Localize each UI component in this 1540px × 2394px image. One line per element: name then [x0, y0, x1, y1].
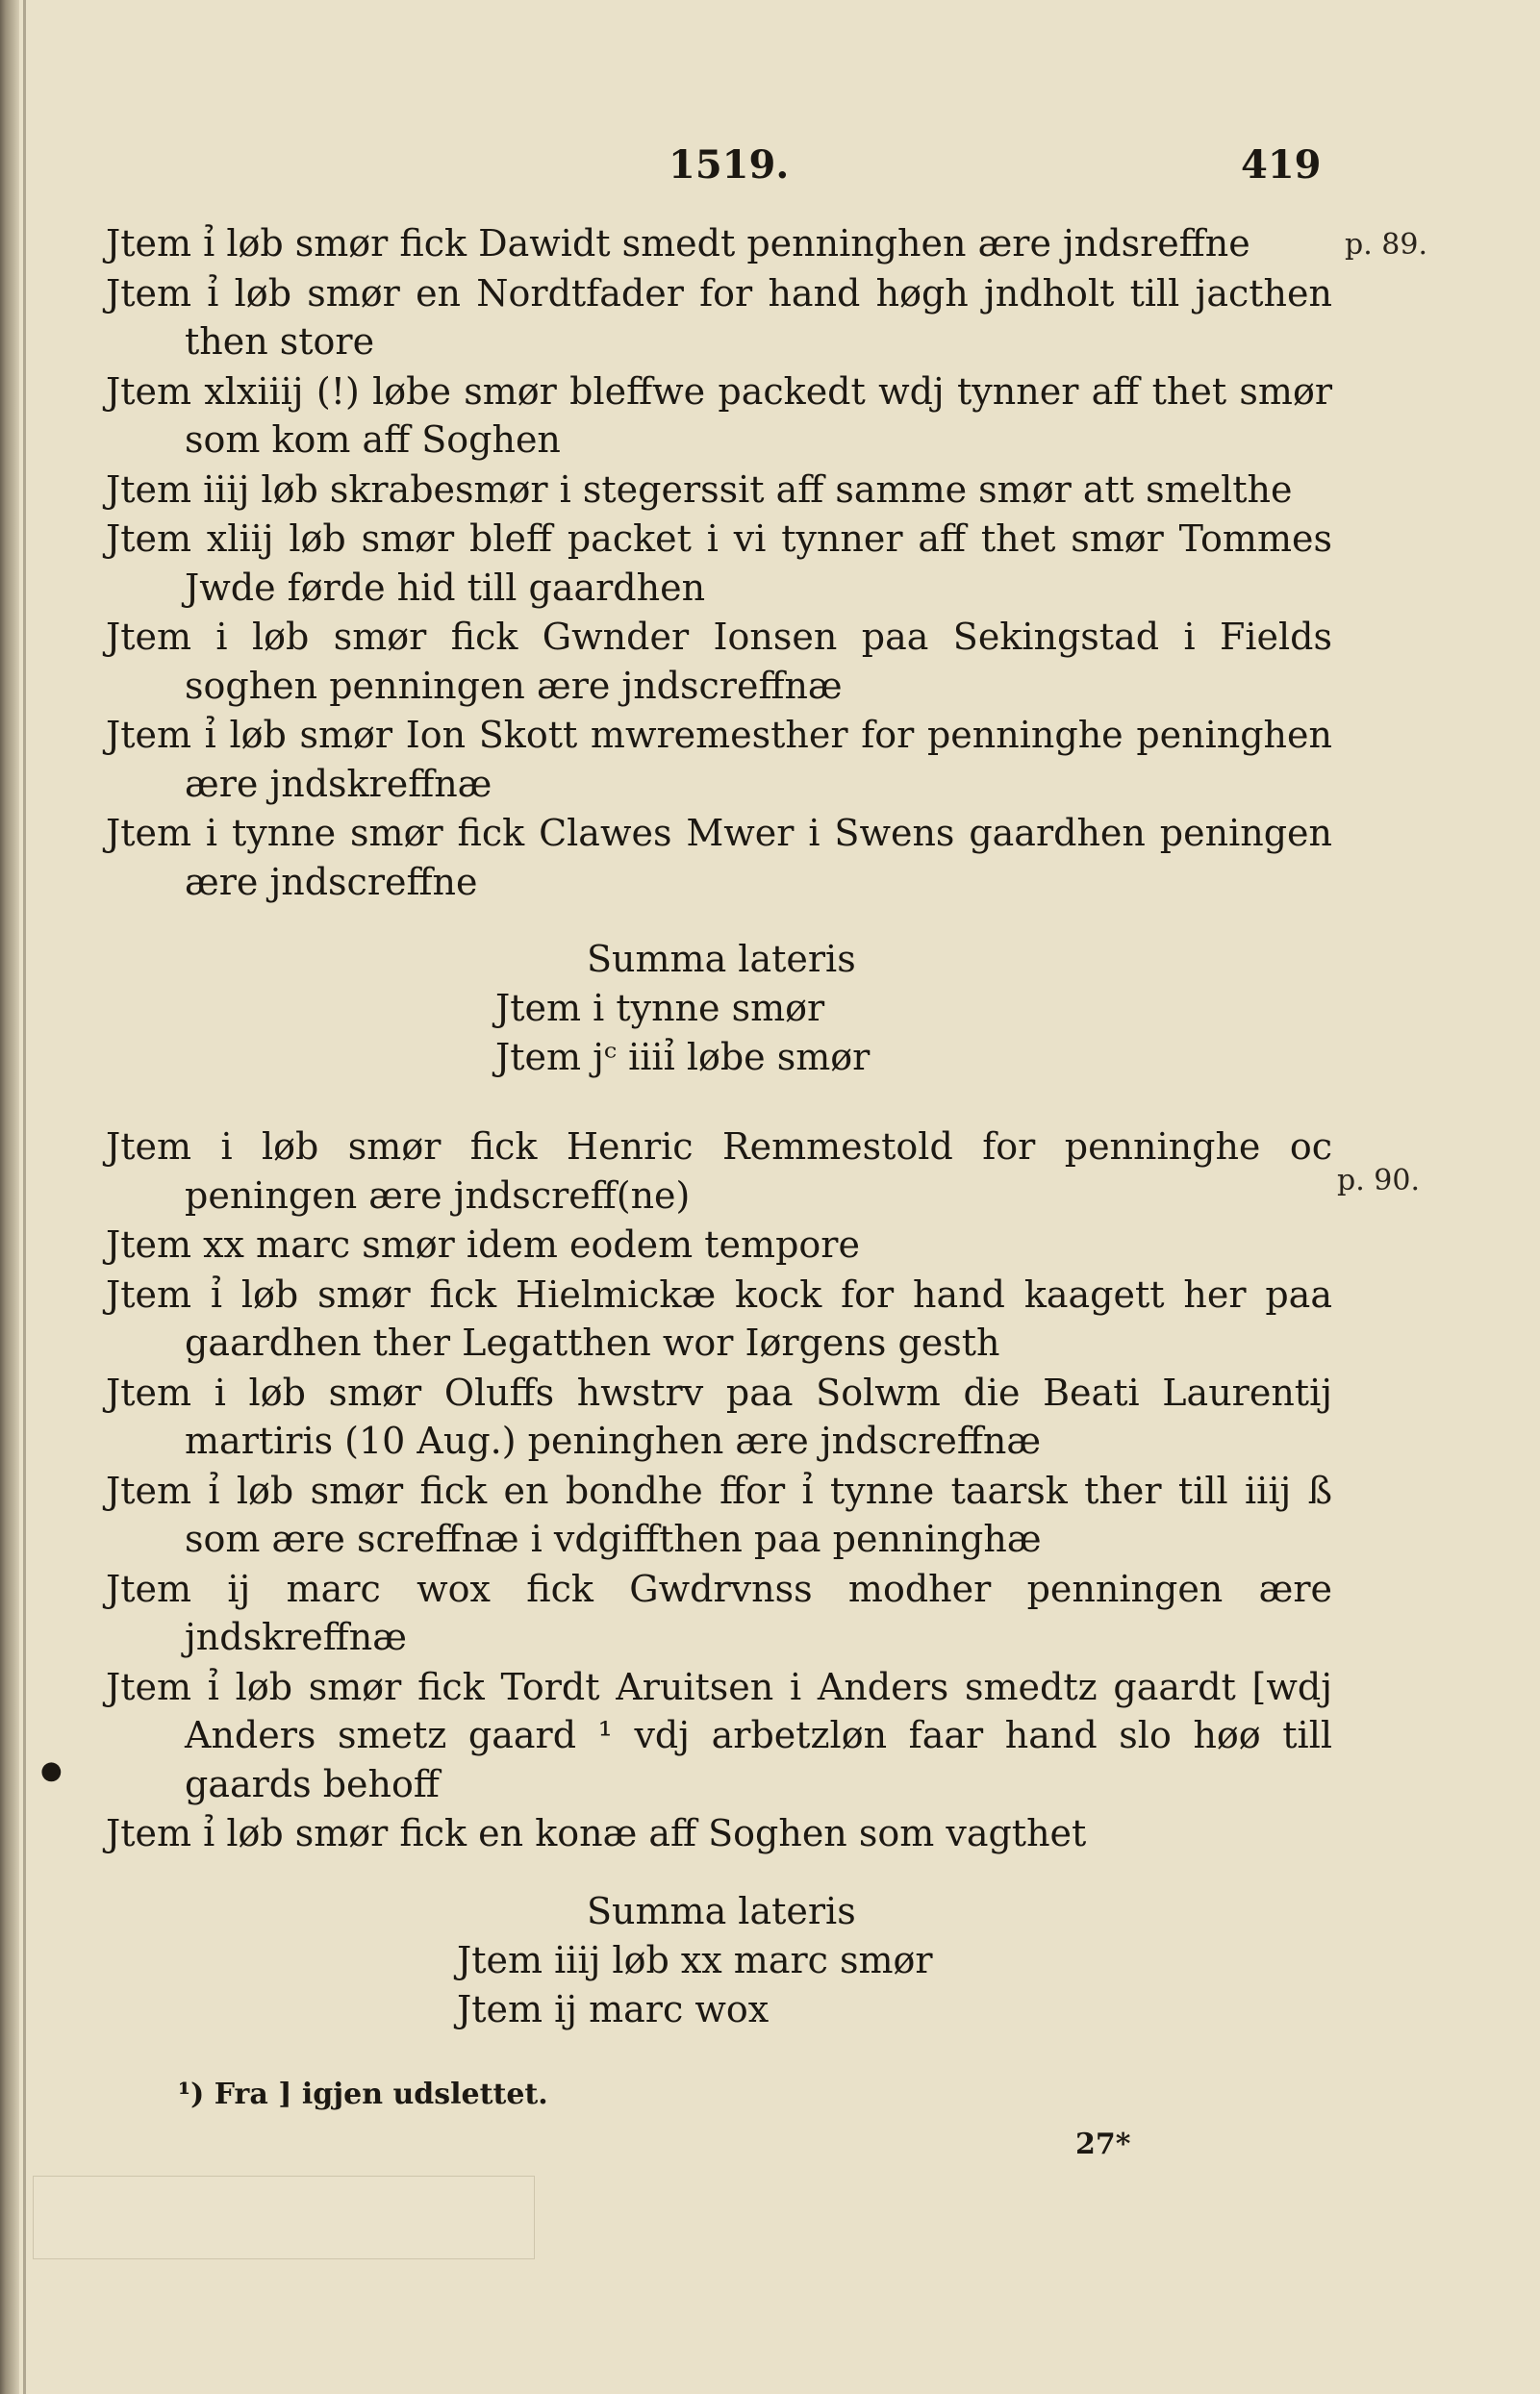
- margin-note-p90: p. 90.: [1337, 1164, 1420, 1197]
- entry: Jtem i løb smør fick Henric Remmestold for penninghe oc peningen ære jndscreff(ne): [106, 1125, 1332, 1217]
- summa-line: Jtem iiij løb xx marc smør: [457, 1938, 933, 1981]
- entry: Jtem ỉ løb smør fick en konæ aff Soghen som vagthet: [106, 1812, 1087, 1854]
- entry: Jtem xliij løb smør bleff packet i vi tynner aff thet smør Tommes Jwde førde hid till gaardhen: [106, 517, 1332, 609]
- footnote: ¹) Fra ] igjen udslettet.: [178, 2078, 548, 2111]
- summa-line: Jtem ij marc wox: [457, 1987, 770, 2030]
- signature-mark: 27*: [1075, 2128, 1131, 2161]
- entry: Jtem i tynne smør fick Clawes Mwer i Swens gaardhen peningen ære jndscreffne: [106, 812, 1332, 903]
- summa-line: Jtem i tynne smør: [495, 987, 825, 1029]
- entry: Jtem ỉ løb smør Ion Skott mwremesther for penninghe peninghen ære jndskreffnæ: [106, 714, 1332, 805]
- entry: Jtem xx marc smør idem eodem tempore: [106, 1223, 860, 1266]
- paper-slip: [33, 2176, 535, 2259]
- entry: Jtem ỉ løb smør fick Tordt Aruitsen i Anders smedtz gaardt [wdj Anders smetz gaard ¹ vdj arbetzløn faar hand slo høø till gaards behoff: [106, 1665, 1332, 1805]
- entry: Jtem i løb smør fick Gwnder Ionsen paa Sekingstad i Fields soghen penningen ære jndscreffnæ: [106, 616, 1332, 707]
- entry: Jtem xlxiiij (!) løbe smør bleffwe packedt wdj tynner aff thet smør som kom aff Soghen: [106, 369, 1332, 461]
- summa-title: Summa lateris: [587, 938, 856, 980]
- entry: Jtem ỉ løb smør fick en bondhe ffor ỉ tynne taarsk ther till iiij ß som ære screffnæ i vdgiffthen paa penninghæ: [106, 1469, 1332, 1560]
- entry: Jtem ij marc wox fick Gwdrvnss modher penningen ære jndskreffnæ: [106, 1567, 1332, 1658]
- entry: Jtem iiij løb skrabesmør i stegerssit aff samme smør att smelthe: [106, 467, 1293, 511]
- summa-lateris-2: [106, 1887, 1332, 2034]
- header-page-number: 419: [1241, 142, 1322, 188]
- entry: Jtem ỉ løb smør en Nordtfader for hand høgh jndholt till jacthen then store: [106, 271, 1332, 363]
- header-year: 1519.: [669, 142, 790, 188]
- entry: Jtem ỉ løb smør fick Hielmickæ kock for hand kaagett her paa gaardhen ther Legatthen wor Iørgens gesth: [106, 1273, 1332, 1364]
- binding-line: [23, 0, 26, 2394]
- page-header: [0, 135, 1540, 192]
- margin-bullet: ●: [40, 1756, 63, 1785]
- page-edge: [0, 0, 19, 2394]
- margin-note-p89: p. 89.: [1345, 228, 1427, 262]
- entry: Jtem i løb smør Oluffs hwstrv paa Solwm die Beati Laurentij martiris (10 Aug.) peninghen ære jndscreffnæ: [106, 1371, 1332, 1462]
- entry: Jtem ỉ løb smør fick Dawidt smedt penninghen ære jndsreffne: [106, 222, 1250, 265]
- summa-line: Jtem jᶜ iiiỉ løbe smør: [495, 1036, 871, 1078]
- summa-lateris-1: [106, 935, 1332, 1082]
- document-body: [106, 219, 1332, 2034]
- summa-title: Summa lateris: [587, 1889, 856, 1932]
